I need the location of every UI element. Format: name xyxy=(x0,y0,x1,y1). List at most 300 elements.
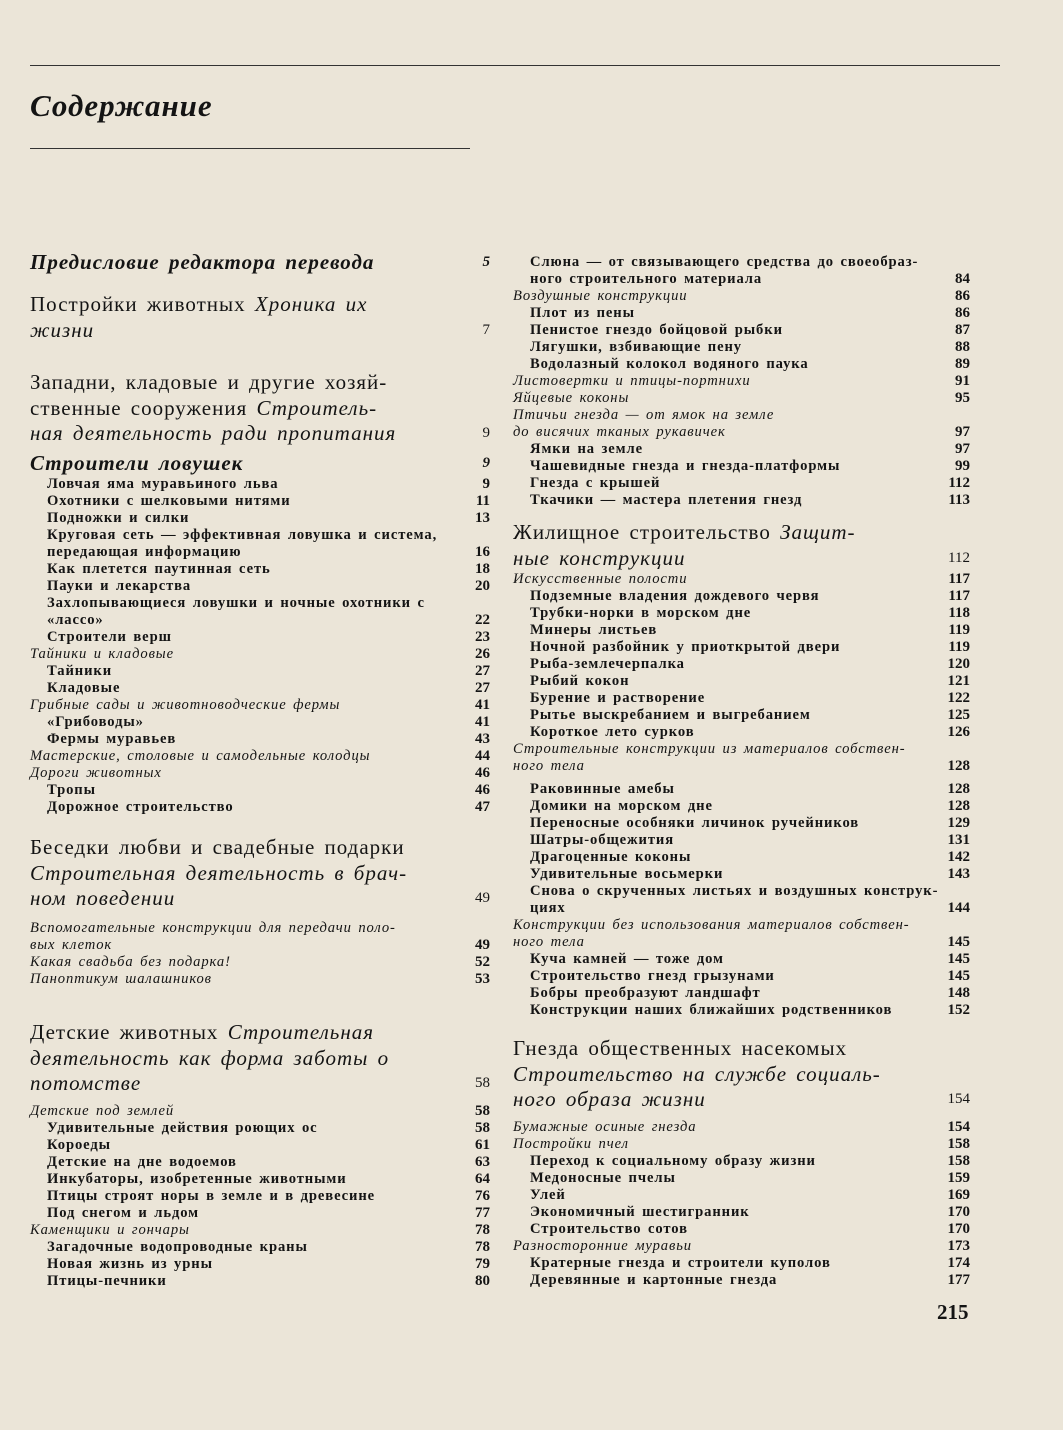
entry-text: Бурение и растворение xyxy=(530,690,706,706)
entry-text: Минеры листьев xyxy=(530,622,658,638)
toc-entry[interactable] xyxy=(513,741,970,775)
section-heading[interactable] xyxy=(513,520,970,571)
entry-page-number: 174 xyxy=(947,1255,970,1271)
subsection-title: Строители ловушек xyxy=(30,450,244,475)
heading-text: Строитель- xyxy=(256,395,378,420)
toc-entry[interactable] xyxy=(30,1222,490,1239)
toc-entry[interactable] xyxy=(513,1221,970,1238)
entry-list xyxy=(30,1103,490,1290)
entry-line xyxy=(30,748,490,765)
entry-line xyxy=(30,527,490,544)
entry-text: Короткое лето сурков xyxy=(530,724,695,740)
toc-entry[interactable] xyxy=(513,832,970,849)
toc-entry[interactable] xyxy=(30,629,490,646)
heading-line xyxy=(30,835,490,861)
entry-line xyxy=(513,1153,970,1170)
entry-line xyxy=(513,1119,970,1136)
toc-entry[interactable] xyxy=(513,254,970,288)
toc-entry[interactable] xyxy=(513,1187,970,1204)
entry-text: Ловчая яма муравьиного льва xyxy=(47,476,279,492)
heading-text: потомстве xyxy=(30,1071,142,1095)
entry-line xyxy=(30,629,490,646)
entry-text: Листовертки и птицы-портнихи xyxy=(513,373,751,389)
entry-line xyxy=(513,985,970,1002)
entry-text: Подземные владения дождевого червя xyxy=(530,588,820,604)
entry-list xyxy=(513,1119,970,1289)
entry-text: Драгоценные коконы xyxy=(530,849,692,865)
entry-text: Какая свадьба без подарка! xyxy=(30,954,231,970)
entry-text: Детские на дне водоемов xyxy=(47,1154,237,1170)
entry-line xyxy=(30,578,490,595)
heading-line xyxy=(513,546,970,572)
toc-entry[interactable] xyxy=(30,663,490,680)
heading-text: ном поведении xyxy=(30,886,176,910)
entry-text: Снова о скрученных листьях и воздушных конструк- xyxy=(530,883,939,899)
toc-entry[interactable] xyxy=(30,1256,490,1273)
entry-page-number: 121 xyxy=(947,673,970,689)
toc-entry[interactable] xyxy=(30,765,490,782)
section-heading[interactable] xyxy=(30,835,490,912)
toc-entry[interactable] xyxy=(513,1204,970,1221)
entry-page-number: 119 xyxy=(948,622,970,638)
toc-entry[interactable] xyxy=(30,697,490,714)
toc-entry[interactable] xyxy=(513,605,970,622)
toc-entry[interactable] xyxy=(513,339,970,356)
entry-line xyxy=(30,680,490,697)
section-heading[interactable] xyxy=(513,1036,970,1113)
entry-text: Гнезда с крышей xyxy=(530,475,661,491)
heading-text: Беседки любви и свадебные подарки xyxy=(30,835,405,859)
entry-text: вых клеток xyxy=(30,937,113,953)
toc-entry[interactable] xyxy=(513,985,970,1002)
heading-page-number: 49 xyxy=(475,890,490,906)
toc-entry[interactable] xyxy=(513,815,970,832)
toc-entry[interactable] xyxy=(30,1154,490,1171)
toc-entry[interactable] xyxy=(513,1153,970,1170)
entry-text: Пауки и лекарства xyxy=(47,578,192,594)
entry-line xyxy=(30,971,490,988)
entry-text: Рытье выскребанием и выгребанием xyxy=(530,707,811,723)
heading-text: деятельность как форма заботы о xyxy=(30,1045,390,1070)
entry-line xyxy=(513,339,970,356)
entry-page-number: 76 xyxy=(475,1188,490,1204)
entry-page-number: 47 xyxy=(475,799,490,815)
entry-text: Мастерские, столовые и самодельные колодцы xyxy=(30,748,371,764)
entry-page-number: 145 xyxy=(947,968,970,984)
toc-entry[interactable] xyxy=(30,1188,490,1205)
toc-entry[interactable] xyxy=(513,622,970,639)
toc-entry[interactable] xyxy=(513,690,970,707)
entry-line xyxy=(513,622,970,639)
entry-page-number: 20 xyxy=(475,578,490,594)
entry-page-number: 26 xyxy=(475,646,490,662)
entry-text: Деревянные и картонные гнезда xyxy=(530,1272,778,1288)
entry-text: Удивительные действия роющих ос xyxy=(47,1120,318,1136)
toc-entry[interactable] xyxy=(513,883,970,917)
entry-line xyxy=(513,571,970,588)
heading-page-number: 112 xyxy=(948,549,970,566)
entry-page-number: 41 xyxy=(475,697,490,713)
toc-entry[interactable] xyxy=(30,578,490,595)
toc-entry[interactable] xyxy=(513,492,970,509)
entry-text: Строительство сотов xyxy=(530,1221,688,1237)
entry-line xyxy=(30,476,490,493)
toc-entry[interactable] xyxy=(513,673,970,690)
toc-entry[interactable] xyxy=(513,322,970,339)
entry-line xyxy=(513,656,970,673)
toc-entry[interactable] xyxy=(30,782,490,799)
entry-text: Под снегом и льдом xyxy=(47,1205,199,1221)
heading-line xyxy=(30,250,490,276)
toc-entry[interactable] xyxy=(30,595,490,629)
entry-page-number: 122 xyxy=(947,690,970,706)
entry-page-number: 87 xyxy=(955,322,970,338)
heading-text: Строительная деятельность в брач- xyxy=(30,860,408,885)
entry-line xyxy=(30,595,490,612)
heading-text: ственные сооружения xyxy=(30,395,257,420)
entry-page-number: 117 xyxy=(948,571,970,587)
toc-entry[interactable] xyxy=(513,390,970,407)
toc-entry[interactable] xyxy=(513,1255,970,1272)
entry-page-number: 61 xyxy=(475,1137,490,1153)
entry-line xyxy=(513,356,970,373)
toc-entry[interactable] xyxy=(30,510,490,527)
toc-entry[interactable] xyxy=(30,1137,490,1154)
entry-page-number: 9 xyxy=(482,476,490,492)
entry-page-number: 80 xyxy=(475,1273,490,1289)
toc-entry[interactable] xyxy=(30,476,490,493)
entry-page-number: 119 xyxy=(948,639,970,655)
entry-text: Новая жизнь из урны xyxy=(47,1256,213,1272)
toc-entry[interactable] xyxy=(513,724,970,741)
entry-page-number: 78 xyxy=(475,1239,490,1255)
toc-entry[interactable] xyxy=(513,475,970,492)
heading-page-number: 9 xyxy=(482,425,490,441)
entry-line xyxy=(30,1222,490,1239)
entry-page-number: 52 xyxy=(475,954,490,970)
entry-page-number: 23 xyxy=(475,629,490,645)
entry-text: Строительство гнезд грызунами xyxy=(530,968,775,984)
toc-entry[interactable] xyxy=(30,748,490,765)
toc-entry[interactable] xyxy=(513,1170,970,1187)
entry-line xyxy=(30,731,490,748)
heading-text: Защит- xyxy=(780,520,856,544)
entry-line xyxy=(30,561,490,578)
entry-line xyxy=(513,1204,970,1221)
entry-page-number: 49 xyxy=(475,937,490,953)
toc-entry[interactable] xyxy=(30,954,490,971)
entry-page-number: 97 xyxy=(955,441,970,457)
entry-text: Птичьи гнезда — от ямок на земле xyxy=(513,407,775,423)
toc-entry[interactable] xyxy=(30,1171,490,1188)
heading-line xyxy=(30,292,490,318)
entry-page-number: 27 xyxy=(475,680,490,696)
toc-entry[interactable] xyxy=(30,799,490,816)
entry-page-number: 129 xyxy=(947,815,970,831)
heading-page-number: 58 xyxy=(475,1075,490,1091)
toc-entry[interactable] xyxy=(30,1120,490,1137)
entry-text: ного тела xyxy=(513,758,585,774)
heading-text: Постройки животных xyxy=(30,292,255,316)
entry-list xyxy=(513,571,970,1019)
entry-page-number: 84 xyxy=(955,271,970,287)
entry-page-number: 89 xyxy=(955,356,970,372)
entry-text: Охотники с шелковыми нитями xyxy=(47,493,291,509)
heading-text: ные конструкции xyxy=(513,545,686,570)
toc-entry[interactable] xyxy=(30,646,490,663)
entry-page-number: 170 xyxy=(947,1204,970,1220)
entry-text: циях xyxy=(530,900,566,916)
entry-page-number: 158 xyxy=(947,1153,970,1169)
entry-line xyxy=(30,1256,490,1273)
subsection-heading[interactable] xyxy=(30,451,490,477)
toc-entry[interactable] xyxy=(513,707,970,724)
entry-text: Яйцевые коконы xyxy=(513,390,630,406)
heading-text: Строительная xyxy=(227,1020,375,1044)
toc-entry[interactable] xyxy=(513,571,970,588)
entry-text: Круговая сеть — эффективная ловушка и система, xyxy=(47,527,438,543)
entry-list xyxy=(30,920,490,988)
entry-text: Фермы муравьев xyxy=(47,731,177,747)
toc-entry[interactable] xyxy=(513,1119,970,1136)
heading-line xyxy=(30,861,490,887)
entry-text: Переход к социальному образу жизни xyxy=(530,1153,816,1169)
entry-text: Медоносные пчелы xyxy=(530,1170,676,1186)
entry-page-number: 125 xyxy=(947,707,970,723)
section-heading[interactable] xyxy=(30,370,490,476)
entry-text: Строители верш xyxy=(47,629,172,645)
heading-page-number: 154 xyxy=(947,1091,970,1107)
entry-page-number: 142 xyxy=(947,849,970,865)
toc-entry[interactable] xyxy=(513,798,970,815)
entry-text: Чашевидные гнезда и гнезда-платформы xyxy=(530,458,841,474)
toc-entry[interactable] xyxy=(30,714,490,731)
toc-entry[interactable] xyxy=(30,920,490,954)
entry-page-number: 63 xyxy=(475,1154,490,1170)
entry-line xyxy=(30,493,490,510)
entry-page-number: 126 xyxy=(947,724,970,740)
entry-line xyxy=(30,937,490,954)
heading-text: жизни xyxy=(30,317,95,342)
entry-line xyxy=(30,1171,490,1188)
entry-page-number: 88 xyxy=(955,339,970,355)
heading-line xyxy=(513,1087,970,1113)
toc-entry[interactable] xyxy=(30,1103,490,1120)
entry-page-number: 18 xyxy=(475,561,490,577)
heading-text: Гнезда общественных насекомых xyxy=(513,1036,848,1060)
entry-page-number: 117 xyxy=(948,588,970,604)
entry-text: Экономичный шестигранник xyxy=(530,1204,750,1220)
entry-line xyxy=(513,741,970,758)
entry-page-number: 27 xyxy=(475,663,490,679)
entry-text: Каменщики и гончары xyxy=(30,1222,190,1238)
heading-line xyxy=(513,520,970,546)
toc-entry[interactable] xyxy=(30,1273,490,1290)
entry-text: Шатры-общежития xyxy=(530,832,675,848)
entry-line xyxy=(30,799,490,816)
entry-line xyxy=(513,475,970,492)
toc-entry[interactable] xyxy=(513,356,970,373)
entry-line xyxy=(513,1136,970,1153)
toc-entry[interactable] xyxy=(513,849,970,866)
entry-page-number: 159 xyxy=(947,1170,970,1186)
entry-page-number: 91 xyxy=(955,373,970,389)
entry-text: Короеды xyxy=(47,1137,111,1153)
entry-line xyxy=(30,1239,490,1256)
entry-text: Птицы-печники xyxy=(47,1273,167,1289)
entry-text: «Грибоводы» xyxy=(47,714,144,730)
entry-text: Кладовые xyxy=(47,680,121,696)
entry-page-number: 43 xyxy=(475,731,490,747)
entry-page-number: 99 xyxy=(955,458,970,474)
entry-line xyxy=(30,1103,490,1120)
entry-page-number: 169 xyxy=(947,1187,970,1203)
entry-text: Рыбий кокон xyxy=(530,673,630,689)
entry-text: Тайники и кладовые xyxy=(30,646,174,662)
heading-line xyxy=(30,396,490,422)
entry-text: Птицы строят норы в земле и в древесине xyxy=(47,1188,376,1204)
entry-line xyxy=(30,1137,490,1154)
entry-line xyxy=(513,900,970,917)
entry-page-number: 112 xyxy=(948,475,970,491)
entry-line xyxy=(513,815,970,832)
entry-text: Удивительные восьмерки xyxy=(530,866,724,882)
entry-page-number: 173 xyxy=(947,1238,970,1254)
entry-page-number: 170 xyxy=(947,1221,970,1237)
entry-line xyxy=(513,458,970,475)
entry-page-number: 113 xyxy=(948,492,970,508)
toc-entry[interactable] xyxy=(513,458,970,475)
toc-entry[interactable] xyxy=(513,968,970,985)
entry-page-number: 118 xyxy=(948,605,970,621)
toc-entry[interactable] xyxy=(513,373,970,390)
heading-text: ная деятельность ради пропитания xyxy=(30,421,397,445)
page-title: Содержание xyxy=(30,88,213,123)
entry-page-number: 97 xyxy=(955,424,970,440)
toc-entry[interactable] xyxy=(513,288,970,305)
entry-line xyxy=(513,254,970,271)
toc-entry[interactable] xyxy=(513,781,970,798)
entry-text: Рыба-землечерпалка xyxy=(530,656,685,672)
entry-page-number: 44 xyxy=(475,748,490,764)
entry-line xyxy=(513,424,970,441)
entry-text: Дороги животных xyxy=(30,765,162,781)
heading-text: Западни, кладовые и другие хозяй- xyxy=(30,370,388,394)
heading-text: ного образа жизни xyxy=(513,1087,706,1111)
entry-line xyxy=(513,758,970,775)
toc-entry[interactable] xyxy=(30,971,490,988)
entry-text: Детские под землей xyxy=(30,1103,175,1119)
toc-entry[interactable] xyxy=(513,407,970,441)
entry-page-number: 143 xyxy=(947,866,970,882)
toc-entry[interactable] xyxy=(30,493,490,510)
entry-line xyxy=(513,673,970,690)
entry-text: Захлопывающиеся ловушки и ночные охотники с xyxy=(47,595,425,611)
toc-entry[interactable] xyxy=(30,731,490,748)
toc-entry[interactable] xyxy=(30,1239,490,1256)
entry-text: ного строительного материала xyxy=(530,271,763,287)
toc-entry[interactable] xyxy=(513,441,970,458)
toc-entry[interactable] xyxy=(513,588,970,605)
toc-entry[interactable] xyxy=(513,305,970,322)
entry-text: передающая информацию xyxy=(47,544,242,560)
toc-entry[interactable] xyxy=(513,656,970,673)
entry-line xyxy=(513,1238,970,1255)
entry-text: Ямки на земле xyxy=(530,441,643,457)
toc-entry[interactable] xyxy=(30,527,490,561)
heading-text: Жилищное строительство xyxy=(513,520,781,544)
entry-list xyxy=(513,254,970,509)
entry-page-number: 58 xyxy=(475,1103,490,1119)
entry-line xyxy=(513,605,970,622)
entry-page-number: 128 xyxy=(947,798,970,814)
toc-entry[interactable] xyxy=(513,1002,970,1019)
toc-entry[interactable] xyxy=(513,917,970,951)
entry-line xyxy=(30,765,490,782)
section-heading[interactable] xyxy=(30,250,490,276)
entry-text: «лассо» xyxy=(47,612,104,628)
entry-text: Раковинные амебы xyxy=(530,781,675,797)
entry-text: Воздушные конструкции xyxy=(513,288,688,304)
toc-entry[interactable] xyxy=(30,561,490,578)
entry-text: Плот из пены xyxy=(530,305,635,321)
entry-line xyxy=(513,588,970,605)
heading-page-number: 5 xyxy=(482,254,490,270)
entry-text: Как плетется паутинная сеть xyxy=(47,561,271,577)
entry-page-number: 22 xyxy=(475,612,490,628)
entry-line xyxy=(30,954,490,971)
section-heading[interactable] xyxy=(30,1020,490,1097)
toc-entry[interactable] xyxy=(513,1136,970,1153)
entry-line xyxy=(513,1187,970,1204)
entry-page-number: 86 xyxy=(955,288,970,304)
entry-line xyxy=(513,288,970,305)
entry-page-number: 128 xyxy=(947,781,970,797)
entry-line xyxy=(513,322,970,339)
heading-text: Предисловие редактора перевода xyxy=(30,250,375,274)
toc-entry[interactable] xyxy=(513,1272,970,1289)
entry-text: Вспомогательные конструкции для передачи поло- xyxy=(30,920,396,936)
heading-text: Детские животных xyxy=(30,1020,228,1044)
entry-line xyxy=(513,1170,970,1187)
entry-text: до висячих тканых рукавичек xyxy=(513,424,726,440)
heading-line xyxy=(30,886,490,912)
toc-entry[interactable] xyxy=(30,1205,490,1222)
entry-page-number: 177 xyxy=(947,1272,970,1288)
entry-line xyxy=(30,663,490,680)
toc-entry[interactable] xyxy=(513,639,970,656)
section-heading[interactable] xyxy=(30,292,490,343)
entry-line xyxy=(513,1002,970,1019)
entry-text: ного тела xyxy=(513,934,585,950)
entry-line xyxy=(30,612,490,629)
toc-entry[interactable] xyxy=(513,866,970,883)
toc-entry[interactable] xyxy=(513,951,970,968)
entry-line xyxy=(30,920,490,937)
toc-entry[interactable] xyxy=(30,680,490,697)
heading-text: Хроника их xyxy=(254,292,368,316)
subsection-page-number: 9 xyxy=(482,454,490,471)
entry-line xyxy=(30,544,490,561)
toc-entry[interactable] xyxy=(513,1238,970,1255)
entry-text: Лягушки, взбивающие пену xyxy=(530,339,742,355)
entry-text: Тропы xyxy=(47,782,96,798)
entry-page-number: 41 xyxy=(475,714,490,730)
entry-line xyxy=(513,1221,970,1238)
entry-line xyxy=(30,714,490,731)
entry-text: Куча камней — тоже дом xyxy=(530,951,724,967)
entry-line xyxy=(513,707,970,724)
